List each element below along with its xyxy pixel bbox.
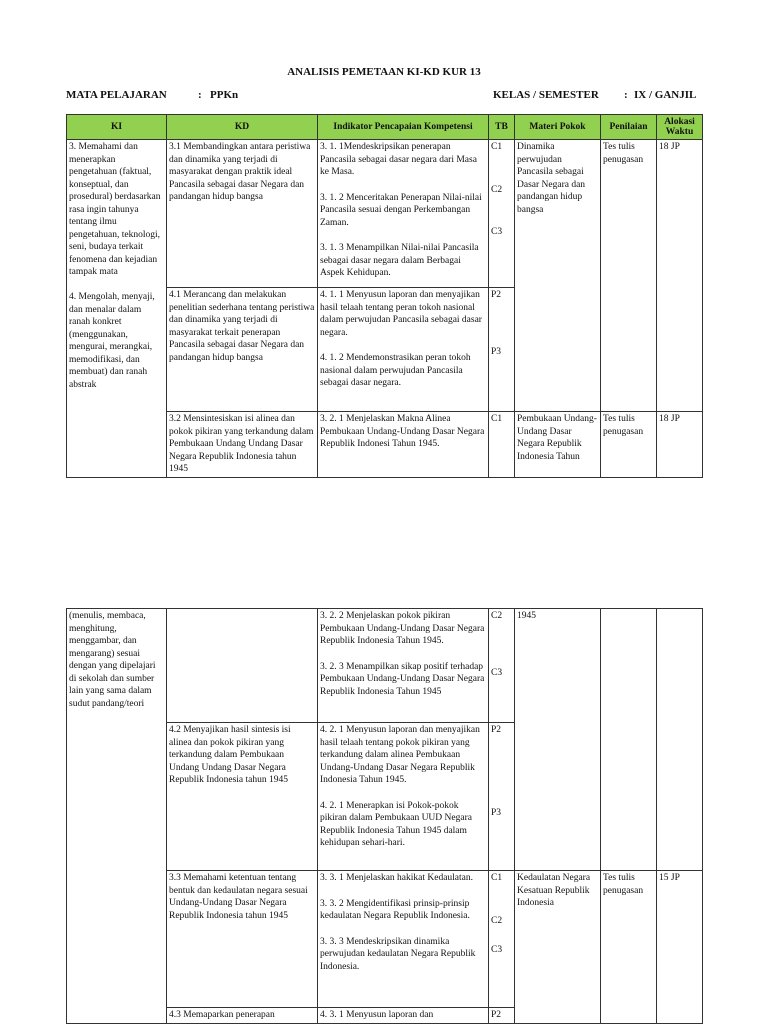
ipk-item: 3. 3. 1 Menjelaskan hakikat Kedaulatan. (320, 873, 474, 883)
ipk-item: 3. 2. 3 Menampilkan sikap positif terhadap Pembukaan Undang-Undang Dasar Negara Republik Indonesia Tahun 1945 (320, 661, 485, 697)
materi-cell: Dinamika perwujudan Pancasila sebagai Dasar Negara dan pandangan hidup bangsa (515, 140, 601, 412)
tb-code: C2 (491, 611, 503, 621)
header-kd: KD (167, 115, 318, 140)
tb-code: C2 (491, 184, 503, 195)
ki-cell: (menulis, membaca, menghitung, menggambar, dan mengarang) sesuai dengan yang dipelajari di sekolah dan sumber lain yang sama dalam sudut pandang/teori (67, 609, 167, 1024)
ipk-item: 4. 2. 1 Menyusun laporan dan menyajikan hasil telaah tentang pokok pikiran yang terkandung dalam alinea Pembukaan Undang-Undang Dasar Negara Republik Indonesia Tahun 1945. (320, 725, 480, 785)
kd-cell: 3.1 Membandingkan antara peristiwa dan dinamika yang terjadi di masyarakat dengan praktik ideal Pancasila sebagai dasar Negara dan pandangan hidup bangsa (167, 140, 318, 288)
mapping-table-1 (66, 114, 703, 478)
penilaian-cell: Tes tulis penugasan (601, 412, 657, 478)
tb-code: P3 (491, 807, 502, 818)
ipk-cell (318, 288, 489, 412)
ipk-cell: 4. 3. 1 Menyusun laporan dan (318, 1008, 489, 1024)
tb-code: P3 (491, 346, 502, 357)
tb-cell (489, 288, 515, 412)
kd-cell: 4.2 Menyajikan hasil sintesis isi alinea dan pokok pikiran yang terkandung dalam Pembukaan Undang Undang Dasar Negara Republik Indonesia tahun 1945 (167, 723, 318, 871)
ipk-item: 3. 3. 3 Mendeskripsikan dinamika perwujudan kedaulatan Negara Republik Indonesia. (320, 936, 476, 972)
alokasi-cell (657, 609, 703, 871)
materi-cell: 1945 (515, 609, 601, 871)
tb-cell (489, 609, 515, 723)
tb-cell (489, 140, 515, 288)
document-title: ANALISIS PEMETAAN KI-KD KUR 13 (287, 66, 481, 78)
ki-text: 3. Memahami dan menerapkan pengetahuan (faktual, konseptual, dan prosedural) berdasarkan rasa ingin tahunya tentang ilmu pengetahuan, teknologi, seni, budaya terkait fenomena dan kejadian tampak mata 4. Mengolah, menyaji, dan menalar dalam ranah konkret (menggunakan, mengurai, merangkai, memodifikasi, dan membuat) dan ranah abstrak (69, 142, 161, 390)
ipk-cell (318, 140, 489, 288)
header-alokasi: Alokasi Waktu (657, 115, 703, 140)
tb-code: C3 (491, 227, 503, 237)
ki-cell (67, 140, 167, 478)
kd-cell: 4.3 Memaparkan penerapan (167, 1008, 318, 1024)
tb-code: C2 (491, 915, 503, 926)
tb-cell: P2 (489, 1008, 515, 1024)
penilaian-cell: Tes tulis penugasan (601, 140, 657, 412)
tb-cell (489, 871, 515, 1008)
tb-code: C3 (491, 667, 503, 678)
header-ipk: Indikator Pencapaian Kompetensi (318, 115, 489, 140)
ipk-cell: 3. 2. 1 Menjelaskan Makna Alinea Pembukaan Undang-Undang Dasar Negara Republik Indonesi Tahun 1945. (318, 412, 489, 478)
table-row (67, 140, 703, 288)
penilaian-cell: Tes tulis penugasan (601, 871, 657, 1024)
tb-code: P2 (491, 290, 502, 300)
tb-cell (489, 723, 515, 871)
subject-colon: : (198, 89, 202, 101)
header-tb: TB (489, 115, 515, 140)
ipk-item: 3. 2. 2 Menjelaskan pokok pikiran Pembukaan Undang-Undang Dasar Negara Republik Indonesia Tahun 1945. (320, 611, 485, 646)
ipk-cell (318, 609, 489, 723)
tb-code: C3 (491, 945, 503, 955)
ipk-item: 4. 1. 2 Mendemonstrasikan peran tokoh nasional dalam perwujudan Pancasila sebagai dasar negara. (320, 353, 471, 388)
kd-cell (167, 609, 318, 723)
tb-cell: C1 (489, 412, 515, 478)
header-penilaian: Penilaian (601, 115, 657, 140)
tb-code: C1 (491, 873, 503, 883)
header-materi: Materi Pokok (515, 115, 601, 140)
header-ki: KI (67, 115, 167, 140)
alokasi-cell: 18 JP (657, 140, 703, 412)
table-row (67, 609, 703, 723)
ipk-item: 3. 1. 1Mendeskripsikan penerapan Pancasila sebagai dasar negara dari Masa ke Masa. (320, 142, 477, 177)
ipk-item: 3. 1. 3 Menampilkan Nilai-nilai Pancasila sebagai dasar negara dalam Berbagai Aspek Kehidupan. (320, 243, 479, 278)
class-colon: : (624, 89, 628, 101)
subject-value: PPKn (210, 89, 239, 101)
materi-cell: Pembukaan Undang-Undang Dasar Negara Republik Indonesia Tahun (515, 412, 601, 478)
class-label: KELAS / SEMESTER (493, 89, 599, 101)
mapping-table-2 (66, 608, 703, 1024)
ipk-item: 3. 3. 2 Mengidentifikasi prinsip-prinsip kedaulatan Negara Republik Indonesia. (320, 898, 470, 921)
tb-code: P2 (491, 725, 502, 735)
alokasi-cell: 18 JP (657, 412, 703, 478)
alokasi-cell: 15 JP (657, 871, 703, 1024)
ipk-cell (318, 723, 489, 871)
kd-cell: 3.3 Memahami ketentuan tentang bentuk dan kedaulatan negara sesuai Undang-Undang Dasar Negara Republik Indonesia tahun 1945 (167, 871, 318, 1008)
table-header-row (67, 115, 703, 140)
ipk-item: 4. 1. 1 Menyusun laporan dan menyajikan hasil telaah tentang peran tokoh nasional dalam perwujudan Pancasila sebagai dasar negara. (320, 290, 482, 338)
kd-cell: 3.2 Mensintesiskan isi alinea dan pokok pikiran yang terkandung dalam Pembukaan Undang Undang Dasar Negara Republik Indonesia tahun 1945 (167, 412, 318, 478)
materi-cell: Kedaulatan Negara Kesatuan Republik Indonesia (515, 871, 601, 1024)
ipk-item: 4. 2. 1 Menerapkan isi Pokok-pokok pikiran dalam Pembukaan UUD Negara Republik Indonesia Tahun 1945 dalam kehidupan sehari-hari. (320, 800, 472, 848)
penilaian-cell (601, 609, 657, 871)
subject-label: MATA PELAJARAN (66, 89, 167, 101)
ipk-item: 3. 1. 2 Menceritakan Penerapan Nilai-nilai Pancasila sesuai dengan Perkembangan Zaman. (320, 192, 482, 228)
kd-cell: 4.1 Merancang dan melakukan penelitian sederhana tentang peristiwa dan dinamika yang terjadi di masyarakat terkait penerapan Pancasila sebagai dasar Negara dan pandangan hidup bangsa (167, 288, 318, 412)
tb-code: C1 (491, 142, 503, 152)
ipk-cell (318, 871, 489, 1008)
class-value: IX / GANJIL (634, 89, 697, 101)
